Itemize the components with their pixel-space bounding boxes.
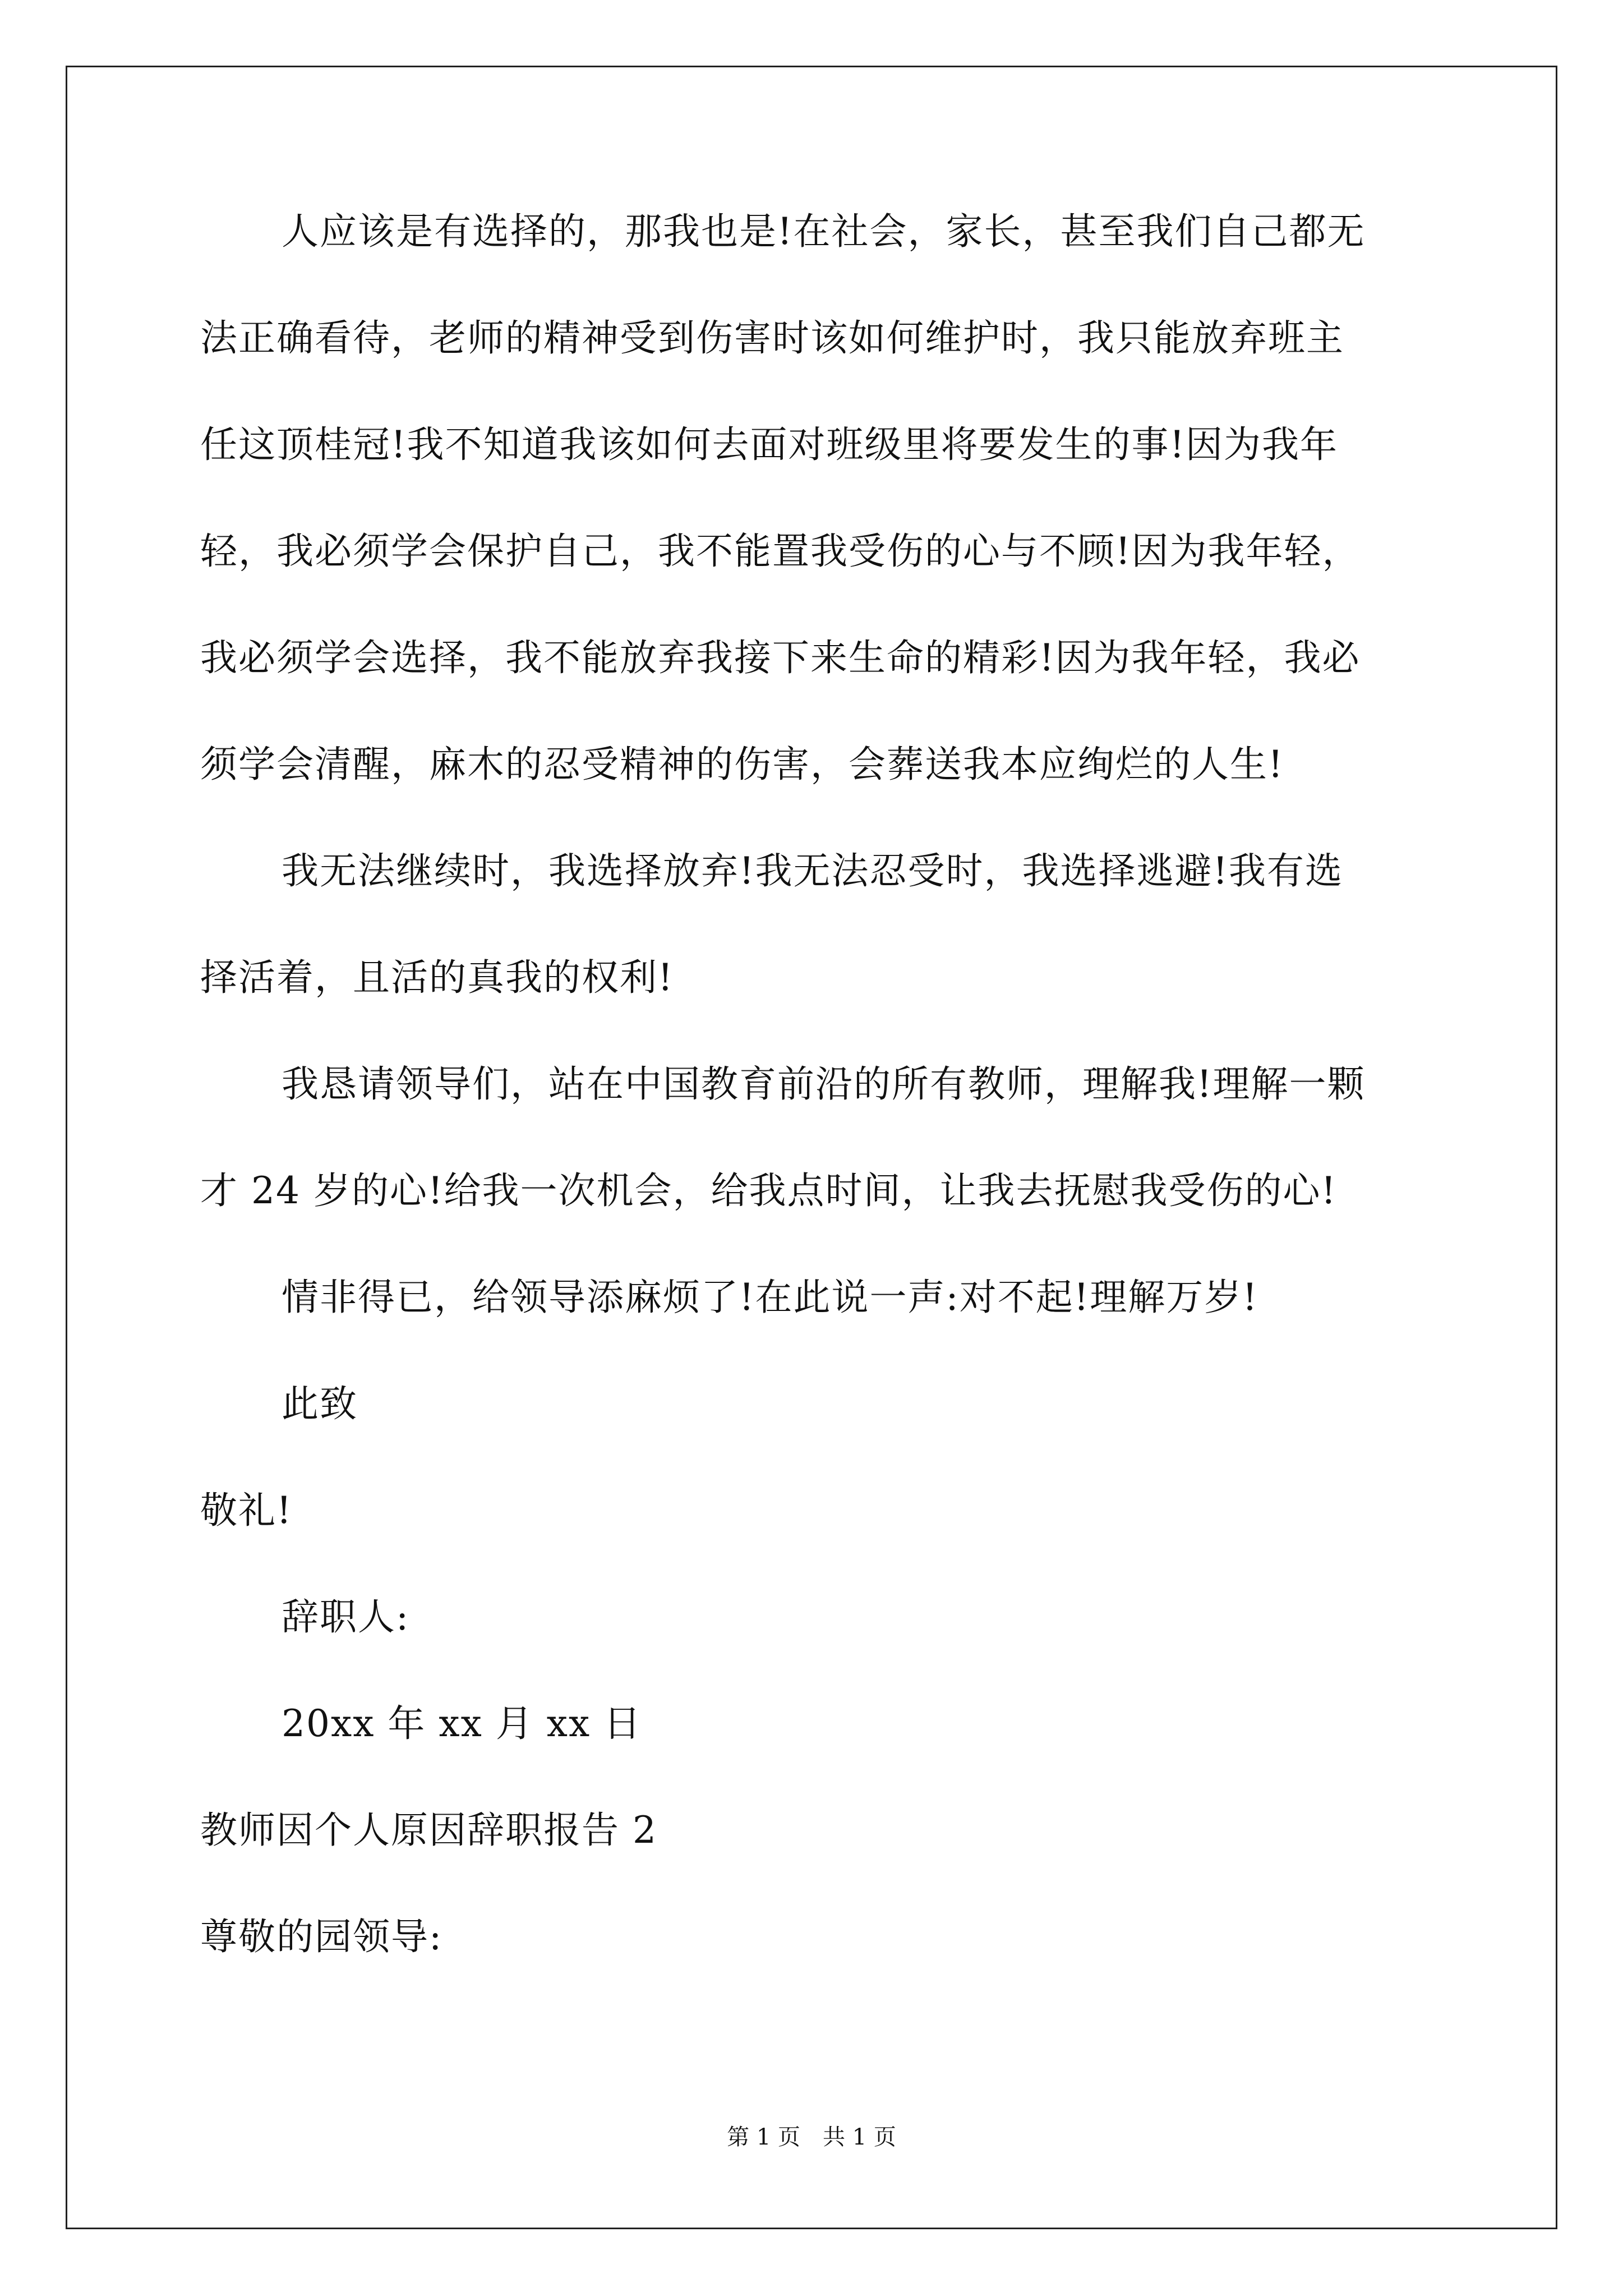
page-number-footer: 第 1 页 共 1 页 [727, 2124, 896, 2150]
section-title: 教师因个人原因辞职报告 2 [200, 1809, 657, 1852]
date-line: 20xx 年 xx 月 xx 日 [282, 1702, 642, 1745]
closing-salutation: 此致 [282, 1382, 358, 1425]
paragraph-line: 我恳请领导们，站在中国教育前沿的所有教师，理解我!理解一颗 [282, 1062, 1366, 1106]
paragraph-line: 择活着，且活的真我的权利! [200, 956, 674, 999]
paragraph-line: 才 24 岁的心!给我一次机会，给我点时间，让我去抚慰我受伤的心! [200, 1169, 1337, 1212]
paragraph-line: 法正确看待，老师的精神受到伤害时该如何维护时，我只能放弃班主 [200, 316, 1344, 360]
paragraph-line: 我必须学会选择，我不能放弃我接下来生命的精彩!因为我年轻，我必 [200, 636, 1361, 679]
document-body [200, 210, 1456, 2025]
closing-regards: 敬礼! [200, 1489, 293, 1532]
paragraph-line: 须学会清醒，麻木的忍受精神的伤害，会葬送我本应绚烂的人生! [200, 743, 1284, 786]
signature-label: 辞职人: [282, 1595, 410, 1639]
paragraph-line: 情非得已，给领导添麻烦了!在此说一声:对不起!理解万岁! [282, 1276, 1258, 1319]
paragraph-line: 轻，我必须学会保护自己，我不能置我受伤的心与不顾!因为我年轻， [200, 530, 1361, 573]
paragraph-line: 人应该是有选择的，那我也是!在社会，家长，甚至我们自己都无 [282, 210, 1366, 253]
paragraph-line: 任这顶桂冠!我不知道我该如何去面对班级里将要发生的事!因为我年 [200, 423, 1339, 466]
greeting-line: 尊敬的园领导: [200, 1915, 443, 1958]
paragraph-line: 我无法继续时，我选择放弃!我无法忍受时，我选择逃避!我有选 [282, 849, 1344, 892]
